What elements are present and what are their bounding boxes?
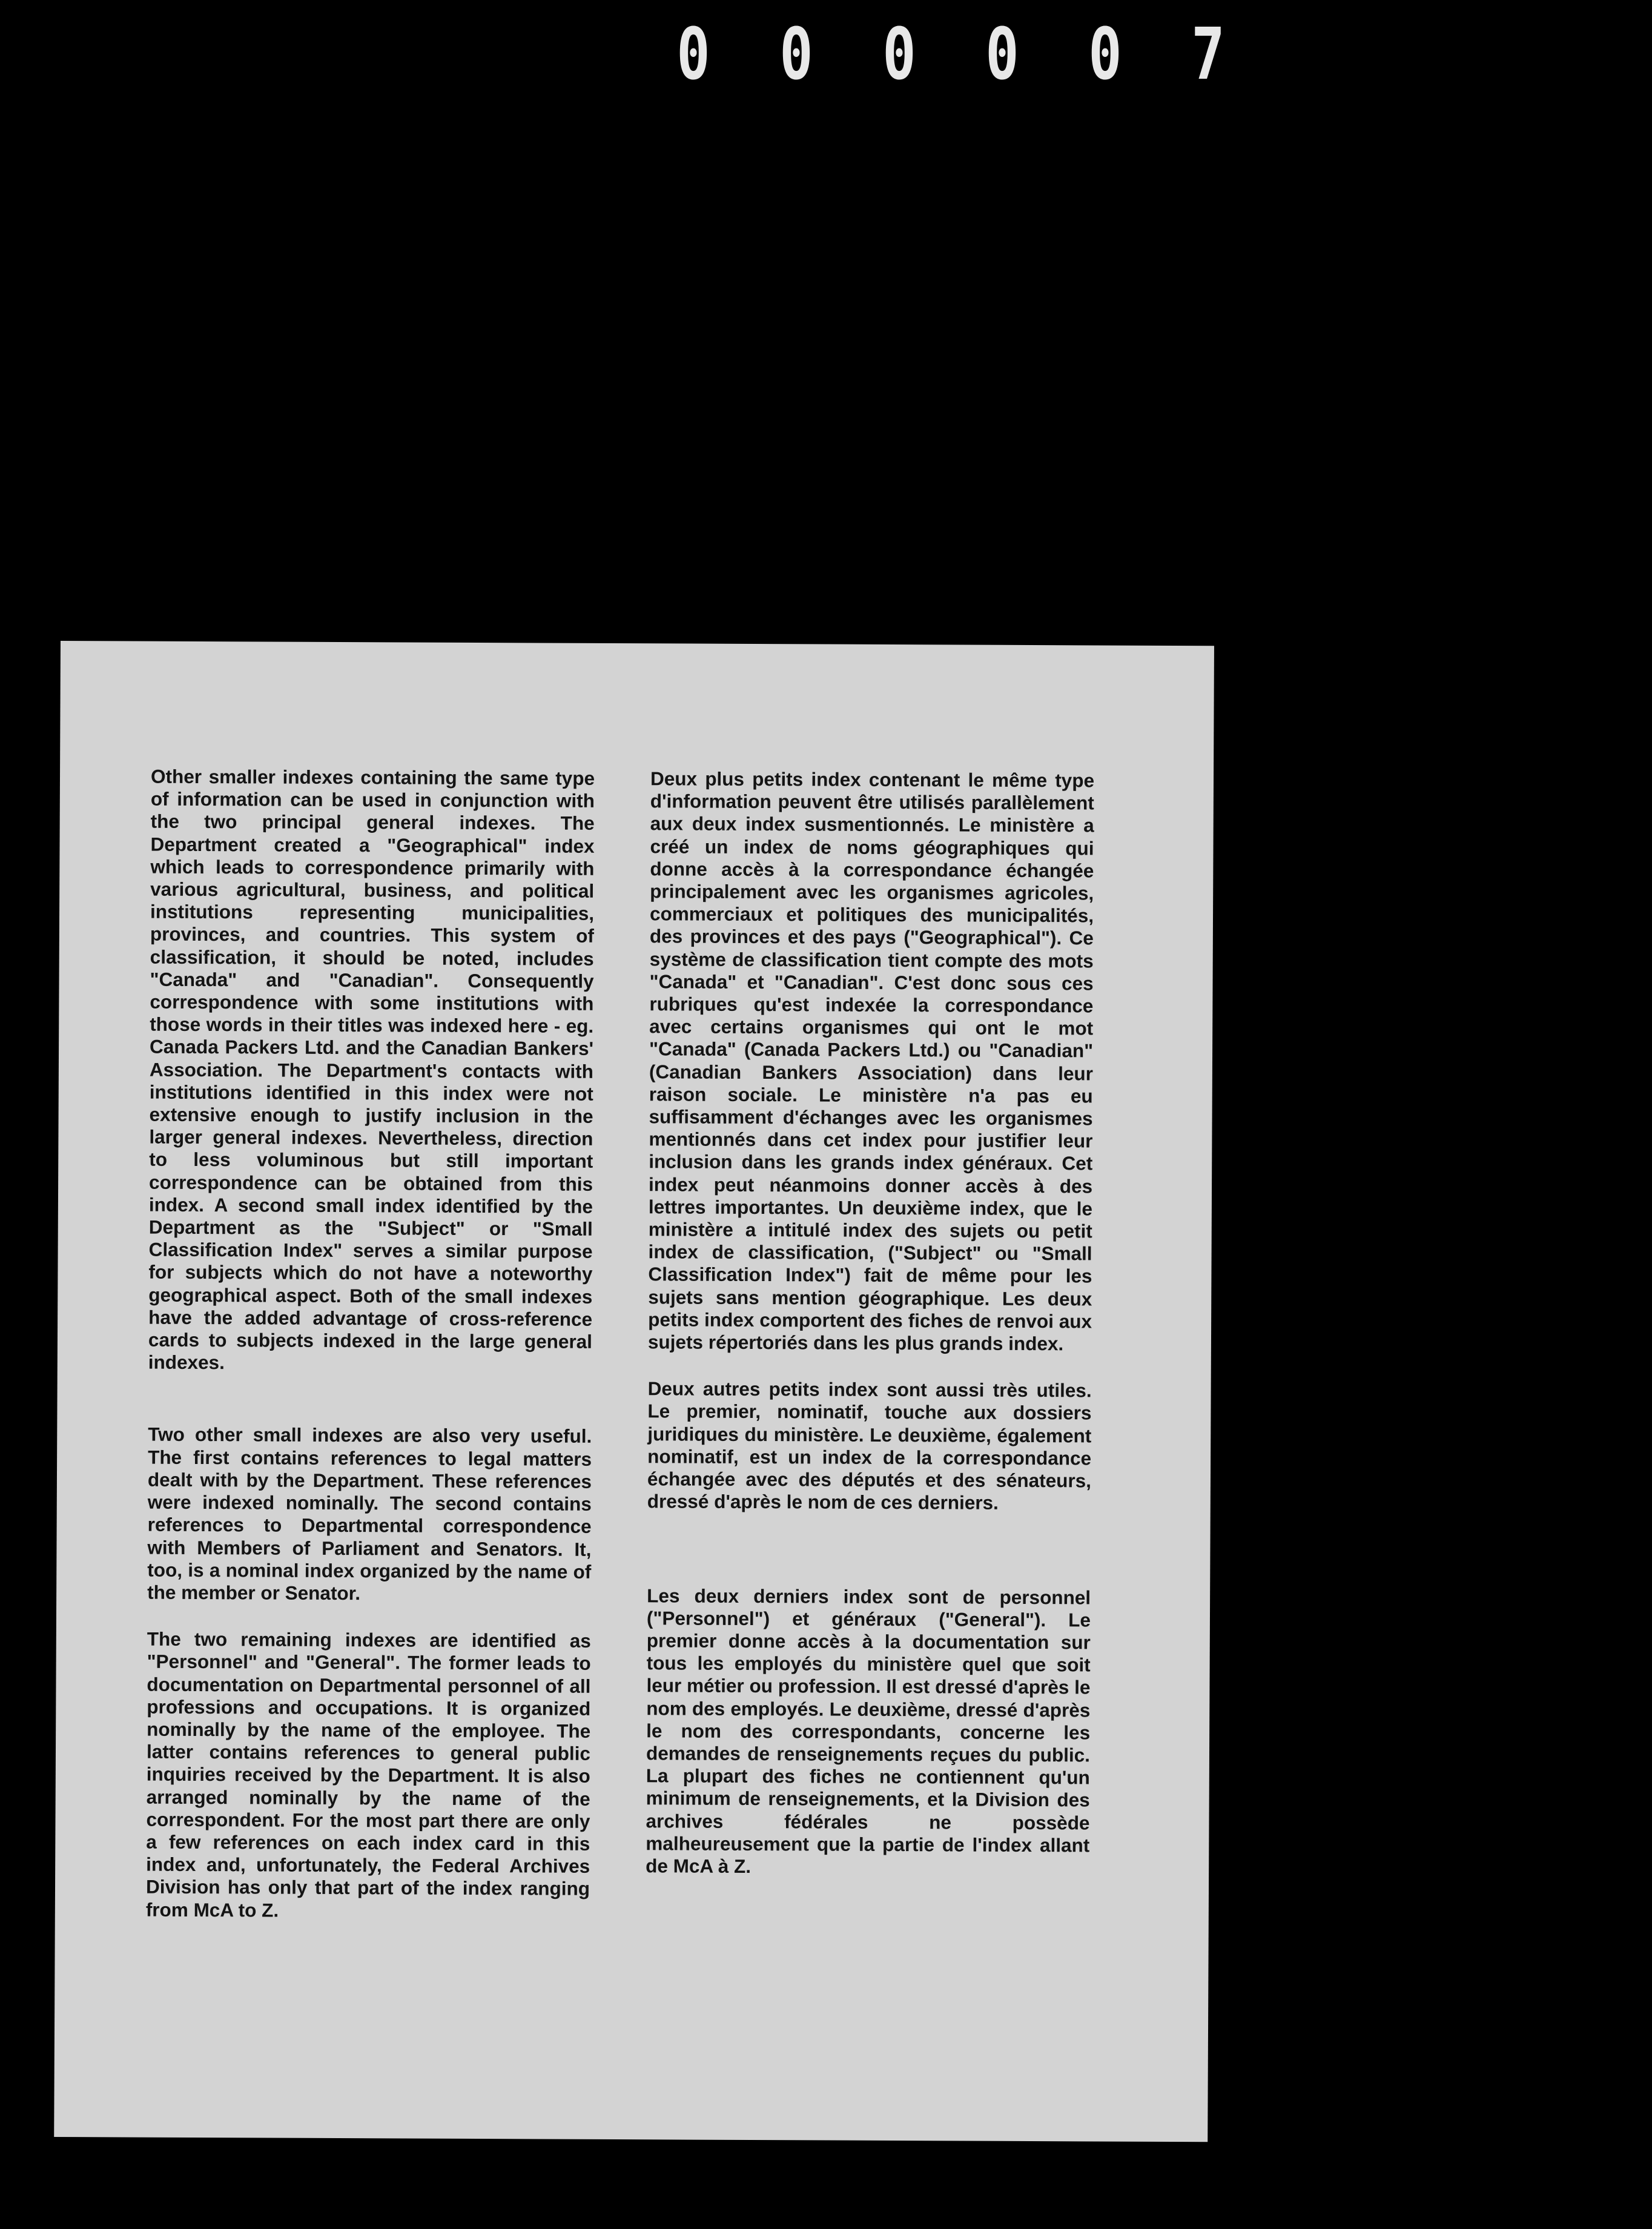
- frame-digit: 7: [1191, 12, 1225, 96]
- frame-digit: 0: [882, 12, 916, 96]
- english-paragraph-personnel-general: The two remaining indexes are identified as "Personnel" and "General". The former leads to documentation on Departmental personnel of all professions and occupations. It is organized nominally by the name of the employee. The latter contains references to general public inquiries received by the Department. It is also arranged nominally by the name of the correspondent. For the most part there are only a few references on each index card in this index and, unfortunately, the Federal Archives Division has only that part of the index ranging from McA to Z.: [145, 1628, 591, 1921]
- english-column: [146, 766, 595, 1923]
- document-page: [54, 641, 1214, 2142]
- english-paragraph-smaller-indexes: Other smaller indexes containing the same type of information can be used in conjunction with the two principal general indexes. The Department created a "Geographical" index which leads to correspondence primarily with various agricultural, business, and political institutions representing municipalities, provinces, and countries. This system of classification, it should be noted, includes "Canada" and "Canadian". Consequently correspondence with some institutions with those words in their titles was indexed here - eg. Canada Packers Ltd. and the Canadian Bankers' Association. The Department's contacts with institutions identified in this index were not extensive enough to justify inclusion in the larger general indexes. Nevertheless, direction to less voluminous but still important correspondence can be obtained from this index. A second small index identified by the Department as the "Subject" or "Small Classification Index" serves a similar purpose for subjects which do not have a noteworthy geographical aspect. Both of the small indexes have the added advantage of cross-reference cards to subjects indexed in the large general indexes.: [148, 765, 595, 1374]
- frame-digit: 0: [779, 12, 813, 96]
- french-paragraph-petits-index: Deux plus petits index contenant le même type d'information peuvent être utilisés parallèlement aux deux index susmentionnés. Le ministère a créé un index de noms géographiques qui donne accès à la correspondance échangée principalement avec les organismes agricoles, commerciaux et politiques des municipalités, des provinces et des pays ("Geographical"). Ce système de classification tient compte des mots "Canada" et "Canadian". C'est donc sous ces rubriques qu'est indexée la correspondance avec certains organismes qui ont le mot "Canada" (Canada Packers Ltd.) ou "Canadian" (Canadian Bankers Association) dans leur raison sociale. Le ministère n'a pas eu suffisamment d'échanges avec les organismes mentionnés dans cet index pour justifier leur inclusion dans les grands index généraux. Cet index peut néanmoins donner accès à des lettres importantes. Un deuxième index, que le ministère a intitulé index des sujets ou petit index de classification, ("Subject" ou "Small Classification Index") fait de même pour les sujets sans mention géographique. Les deux petits index comportent des fiches de renvoi aux sujets répertoriés dans les plus grands index.: [647, 767, 1095, 1355]
- frame-digit: 0: [985, 12, 1019, 96]
- frame-digit: 0: [1088, 12, 1122, 96]
- french-paragraph-personnel-generaux: Les deux derniers index sont de personnel ("Personnel") et généraux ("General"). Le premier donne accès à la documentation sur tous les employés du ministère quel que soit leur métier ou profession. Il est dressé d'après le nom des employés. Le deuxième, dressé d'après le nom des correspondants, concerne les demandes de renseignements reçues du public. La plupart des fiches ne contiennent qu'un minimum de renseignements, et la Division des archives fédérales ne possède malheureusement que la partie de l'index allant de McA à Z.: [646, 1584, 1091, 1877]
- frame-digit: 0: [676, 12, 710, 96]
- english-paragraph-legal-parliament: Two other small indexes are also very useful. The first contains references to legal matters dealt with by the Department. These references were indexed nominally. The second contains references to Departmental correspondence with Members of Parliament and Senators. It, too, is a nominal index organized by the name of the member or Senator.: [147, 1423, 592, 1605]
- french-paragraph-juridiques-deputes: Deux autres petits index sont aussi très utiles. Le premier, nominatif, touche aux dossiers juridiques du ministère. Le deuxième, également nominatif, est un index de la correspondance échangée avec des députés et des sénateurs, dressé d'après le nom de ces derniers.: [647, 1377, 1092, 1514]
- microfilm-frame-number: [660, 12, 1241, 96]
- french-column: [646, 767, 1094, 1879]
